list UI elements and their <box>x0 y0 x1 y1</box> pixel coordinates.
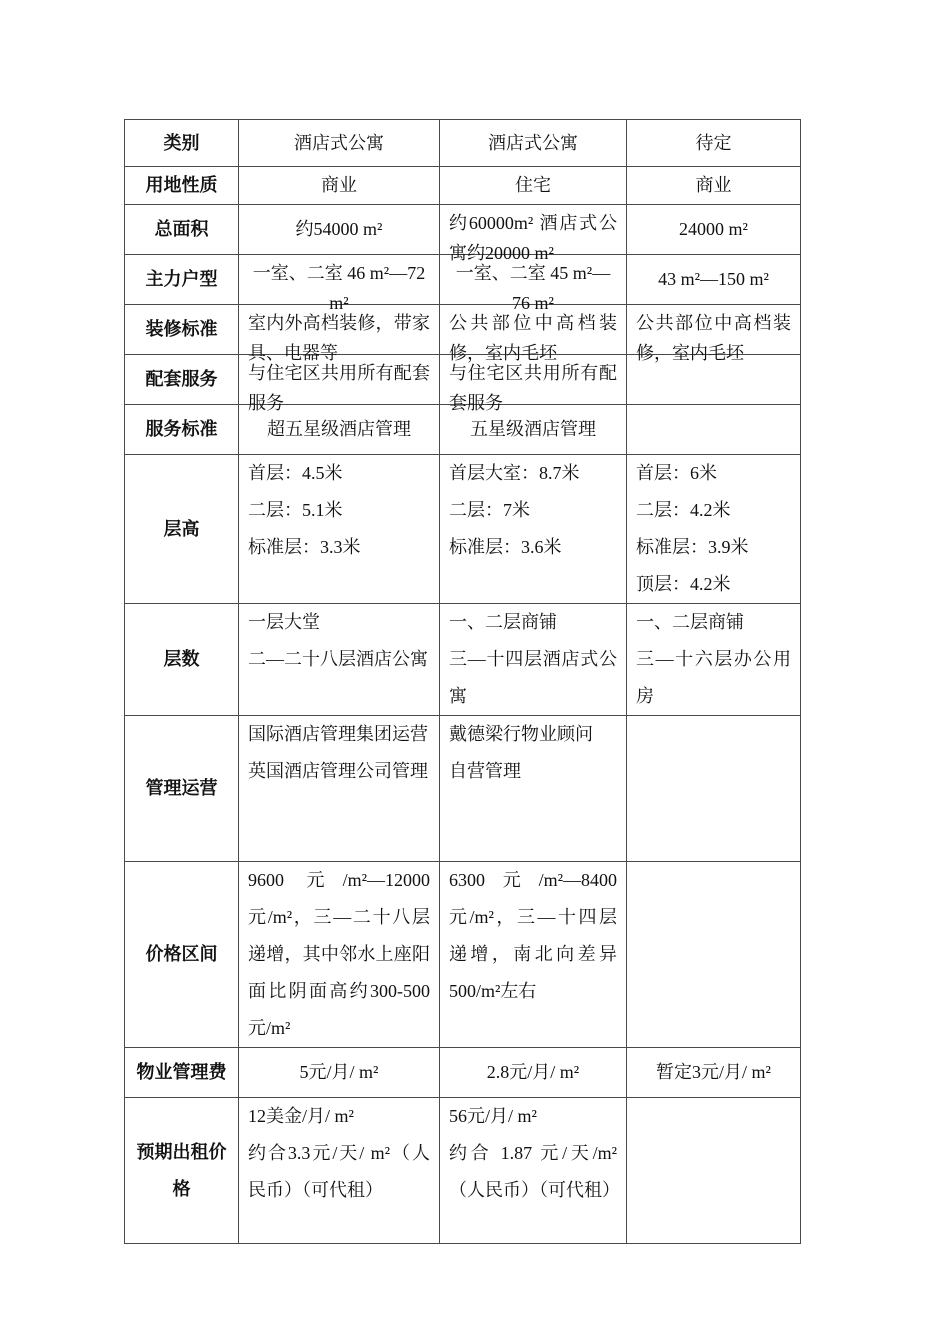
cell-b: 一室、二室 45 m²—76 m² <box>440 255 627 305</box>
row-label: 用地性质 <box>125 167 239 205</box>
row-operation <box>125 716 801 862</box>
cell-c: 一、二层商铺 三—十六层办公用房 <box>627 604 801 716</box>
cell-a: 超五星级酒店管理 <box>239 405 440 455</box>
row-price-range <box>125 862 801 1048</box>
row-category <box>125 120 801 167</box>
cell-c: 商业 <box>627 167 801 205</box>
cell-a: 酒店式公寓 <box>239 120 440 167</box>
cell-b: 首层大室：8.7米 二层：7米 标准层：3.6米 <box>440 455 627 604</box>
cell-b: 酒店式公寓 <box>440 120 627 167</box>
cell-b: 2.8元/月/ m² <box>440 1048 627 1098</box>
row-label: 层高 <box>125 455 239 604</box>
cell-c: 暂定3元/月/ m² <box>627 1048 801 1098</box>
cell-c <box>627 862 801 1048</box>
row-rent <box>125 1098 801 1244</box>
row-label: 主力户型 <box>125 255 239 305</box>
cell-a: 商业 <box>239 167 440 205</box>
cell-c: 43 m²—150 m² <box>627 255 801 305</box>
cell-c: 公共部位中高档装修，室内毛坯 <box>627 305 801 355</box>
cell-c: 24000 m² <box>627 205 801 255</box>
row-label: 层数 <box>125 604 239 716</box>
cell-b: 56元/月/ m² 约合 1.87 元/天/m²（人民币）（可代租） <box>440 1098 627 1244</box>
comparison-table <box>124 119 801 1244</box>
row-label: 预期出租价格 <box>125 1098 239 1244</box>
row-label: 类别 <box>125 120 239 167</box>
row-label: 装修标准 <box>125 305 239 355</box>
row-label: 物业管理费 <box>125 1048 239 1098</box>
row-label: 服务标准 <box>125 405 239 455</box>
cell-a: 与住宅区共用所有配套服务 <box>239 355 440 405</box>
cell-a: 一层大堂 二—二十八层酒店公寓 <box>239 604 440 716</box>
cell-a: 9600 元/m²—12000元/m²，三—二十八层递增，其中邻水上座阳面比阴面高约300-500元/m² <box>239 862 440 1048</box>
cell-a: 5元/月/ m² <box>239 1048 440 1098</box>
cell-b: 五星级酒店管理 <box>440 405 627 455</box>
cell-a: 一室、二室 46 m²—72 m² <box>239 255 440 305</box>
cell-b: 与住宅区共用所有配套服务 <box>440 355 627 405</box>
cell-a: 约54000 m² <box>239 205 440 255</box>
row-decoration <box>125 305 801 355</box>
cell-c <box>627 405 801 455</box>
row-label: 价格区间 <box>125 862 239 1048</box>
row-property-fee <box>125 1048 801 1098</box>
row-label: 管理运营 <box>125 716 239 862</box>
cell-a: 室内外高档装修，带家具、电器等 <box>239 305 440 355</box>
cell-a: 国际酒店管理集团运营 英国酒店管理公司管理 <box>239 716 440 862</box>
cell-c: 待定 <box>627 120 801 167</box>
row-floors <box>125 604 801 716</box>
cell-c <box>627 716 801 862</box>
row-land-use <box>125 167 801 205</box>
row-label: 配套服务 <box>125 355 239 405</box>
row-total-area <box>125 205 801 255</box>
row-label: 总面积 <box>125 205 239 255</box>
cell-c: 首层：6米 二层：4.2米 标准层：3.9米 顶层：4.2米 <box>627 455 801 604</box>
cell-c <box>627 1098 801 1244</box>
cell-b: 6300元/m²—8400元/m²，三—十四层递增，南北向差异500/m²左右 <box>440 862 627 1048</box>
cell-a: 首层：4.5米 二层：5.1米 标准层：3.3米 <box>239 455 440 604</box>
cell-b: 住宅 <box>440 167 627 205</box>
cell-b: 约60000m² 酒店式公寓约20000 m² <box>440 205 627 255</box>
cell-b: 一、二层商铺 三—十四层酒店式公寓 <box>440 604 627 716</box>
row-main-unit <box>125 255 801 305</box>
row-floor-height <box>125 455 801 604</box>
cell-a: 12美金/月/ m² 约合3.3元/天/ m²（人民币）（可代租） <box>239 1098 440 1244</box>
cell-b: 戴德梁行物业顾问 自营管理 <box>440 716 627 862</box>
cell-b: 公共部位中高档装修，室内毛坯 <box>440 305 627 355</box>
